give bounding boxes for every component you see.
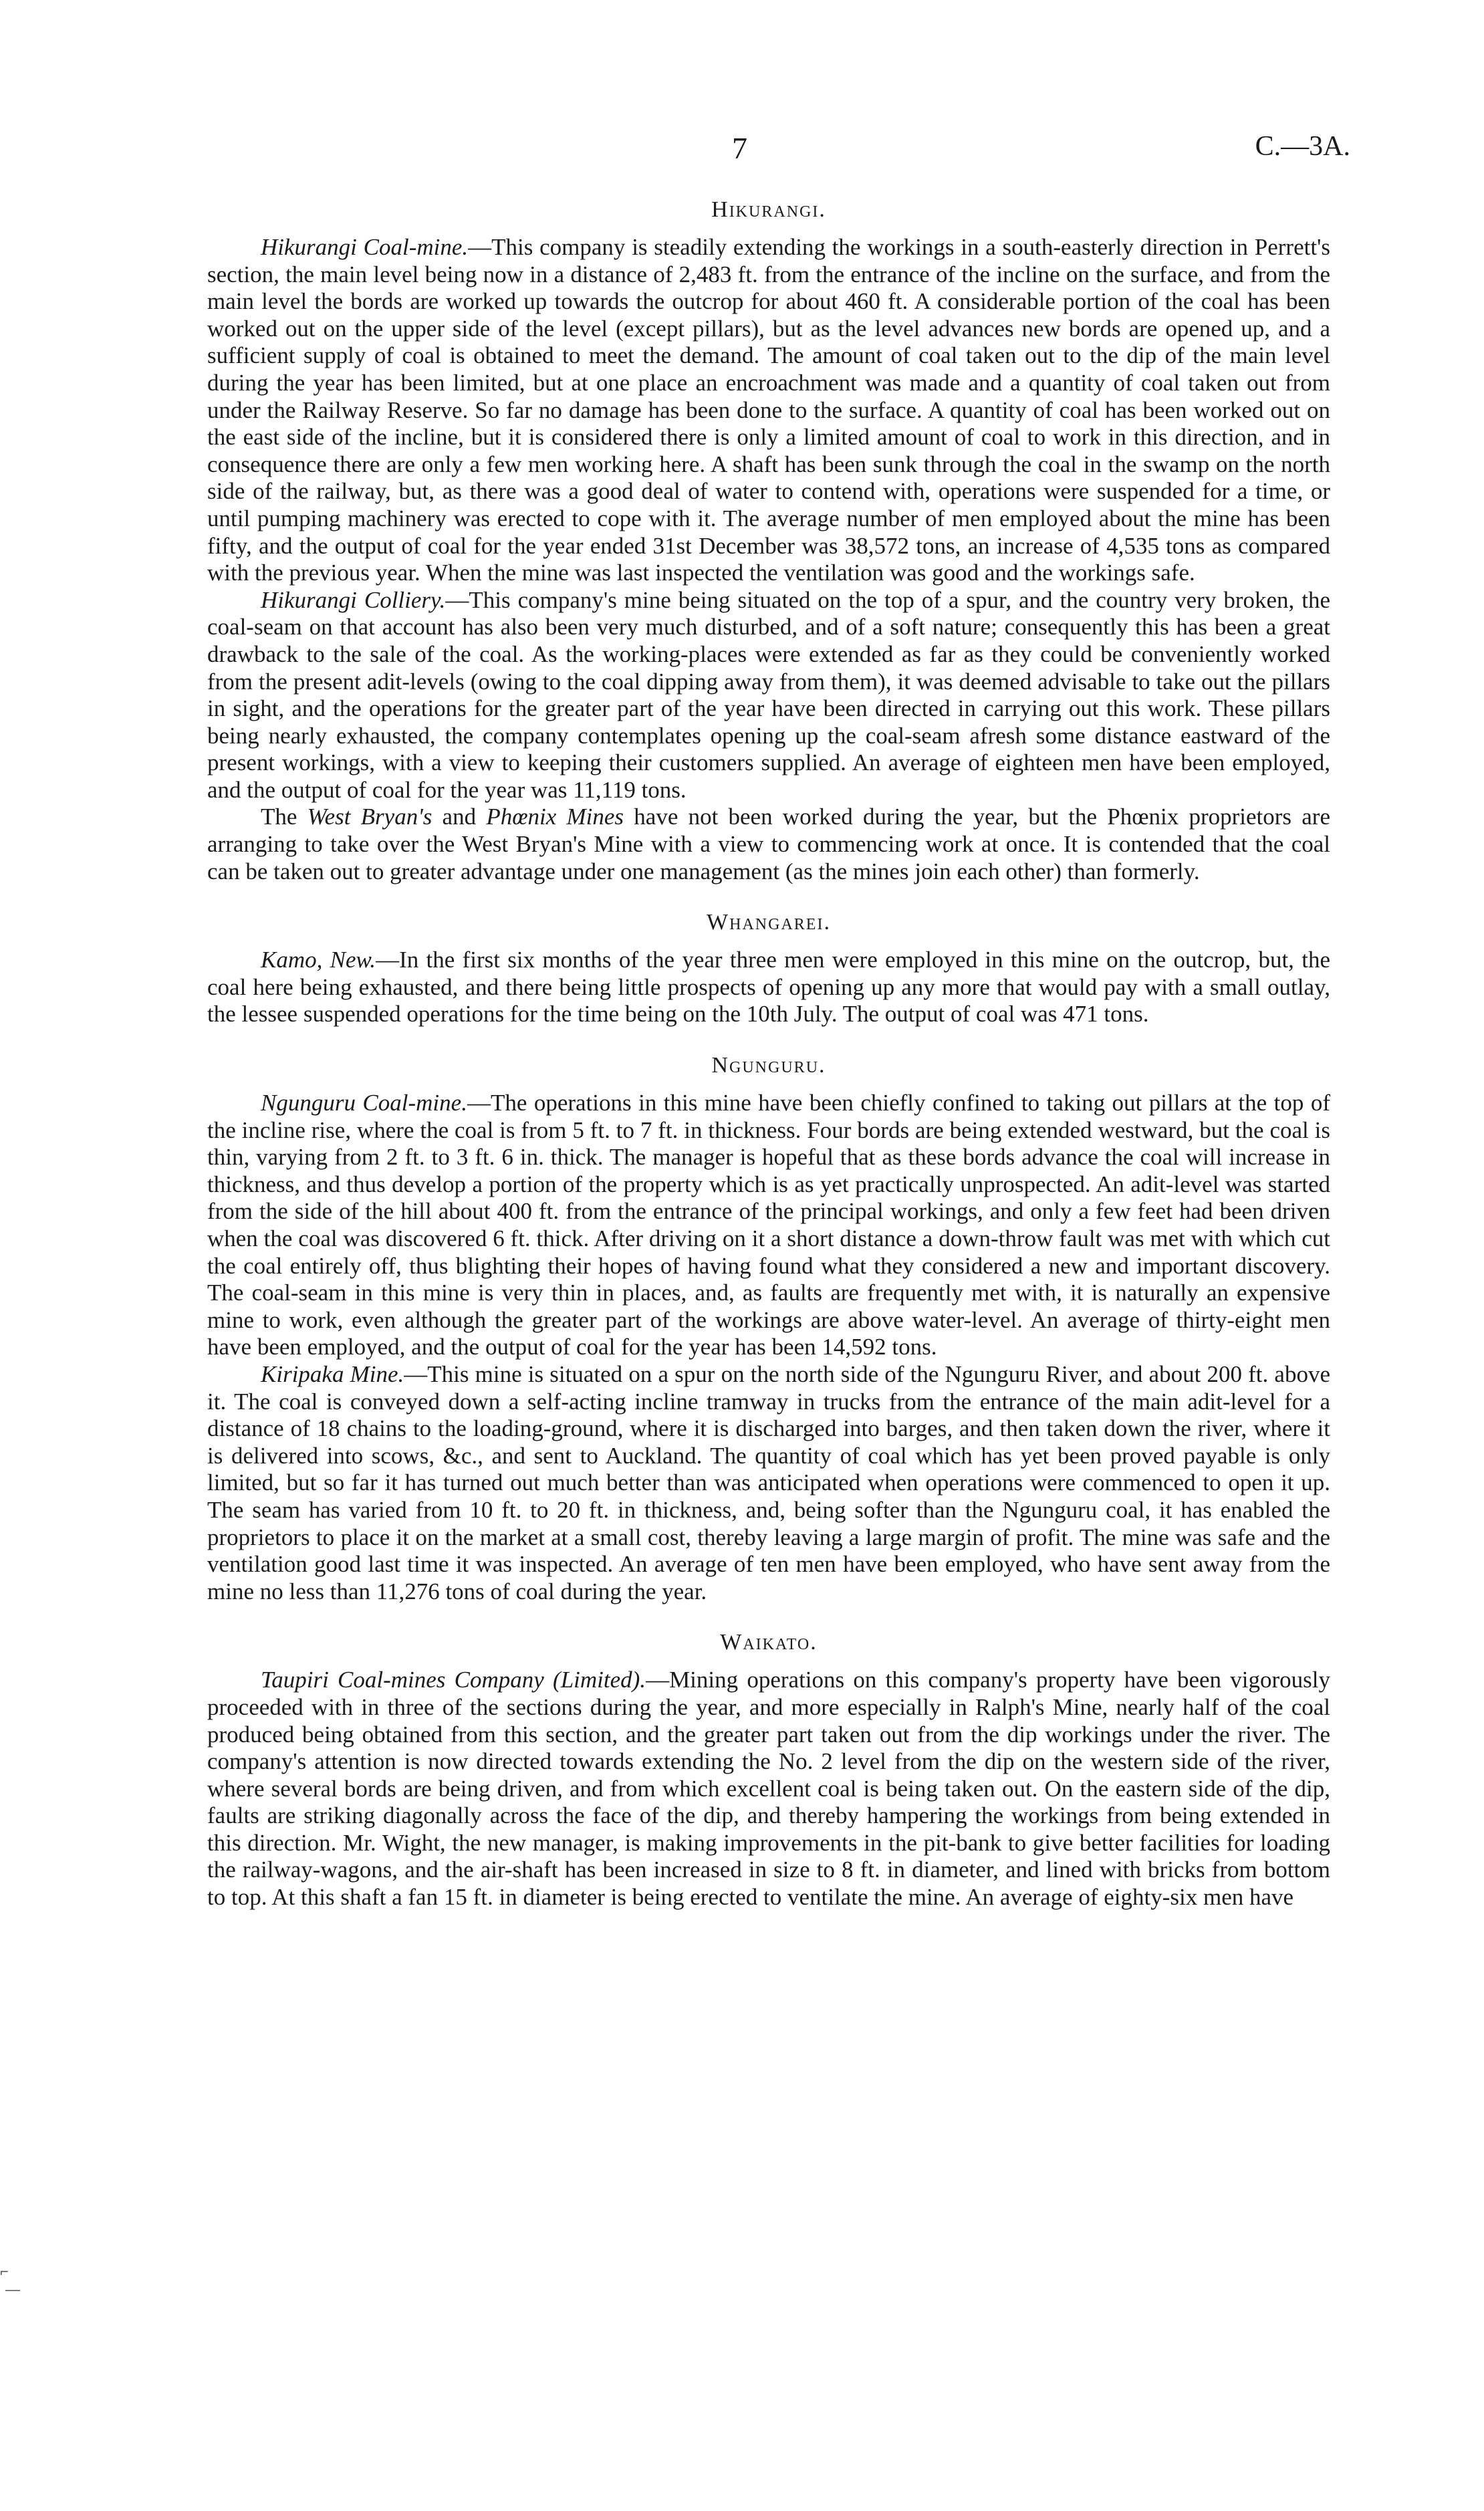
paragraph-ngunguru-coal-mine <box>207 1090 1330 1361</box>
paragraph-taupiri-coal-mines <box>207 1667 1330 1911</box>
paragraph-text: —The operations in this mine have been chiefly confined to taking out pillars at the top of the incline rise, where the coal is from 5 ft. to 7 ft. in thickness. Four bords are being extended westward, but the coal is thin, varying from 2 ft. to 3 ft. 6 in. thick. The manager is hopeful that as these bords advance the coal will increase in thickness, and thus develop a portion of the property which is as yet practically unprospected. An adit-level was started from the side of the hill about 400 ft. from the entrance of the principal workings, and only a few feet had been driven when the coal was discovered 6 ft. thick. After driving on it a short distance a down-throw fault was met with which cut the coal entirely off, thus blighting their hopes of having found what they considered a new and important discovery. The coal-seam in this mine is very thin in places, and, as faults are frequently met with, it is naturally an expensive mine to work, even although the greater part of the workings are above water-level. An average of thirty-eight men have been employed, and the output of coal for the year has been 14,592 tons. <box>207 1090 1330 1360</box>
paragraph-lead: Kamo, New. <box>261 947 376 973</box>
paragraph-text: —Mining operations on this company's property have been vigorously proceeded with in three of the sections during the year, and more especially in Ralph's Mine, nearly half of the coal produced being obtained from this section, and the greater part taken out from the dip workings under the river. The company's attention is now directed towards extending the No. 2 level from the dip on the western side of the river, where several bords are being driven, and from which excellent coal is being taken out. On the eastern side of the dip, faults are striking diagonally across the face of the dip, and thereby hampering the workings from being extended in this direction. Mr. Wight, the new manager, is making improvements in the pit-bank to give better facilities for loading the railway-wagons, and the air-shaft has been increased in size to 8 ft. in diameter, and lined with bricks from bottom to top. At this shaft a fan 15 ft. in diameter is being erected to ventilate the mine. An average of eighty-six men have <box>207 1667 1330 1911</box>
section-heading-whangarei: Whangarei. <box>707 910 831 935</box>
page-body <box>207 195 1330 1911</box>
paragraph-text: have not been worked during the year, but the Phœnix proprietors are arranging to take over the West Bryan's Mine with a view to commencing work at once. It is contended that the coal can be taken out to greater advantage under one management (as the mines join each other) than formerly. <box>207 804 1330 884</box>
margin-mark: — <box>5 2281 20 2298</box>
paragraph-lead: Phœnix Mines <box>486 804 624 830</box>
paragraph-lead: Ngunguru Coal-mine. <box>261 1090 467 1116</box>
section-heading-waikato: Waikato. <box>720 1630 818 1655</box>
page-number: 7 <box>732 131 747 165</box>
section-heading-ngunguru: Ngunguru. <box>711 1053 826 1078</box>
paragraph-lead: Hikurangi Colliery. <box>261 586 446 613</box>
paragraph-text: —This company is steadily extending the workings in a south-easterly direction in Perrett's section, the main level being now in a distance of 2,483 ft. from the entrance of the incline on the surface, and from the main level the bords are worked up towards the outcrop for about 460 ft. A considerable portion of the coal has been worked out on the upper side of the level (except pillars), but as the level advances new bords are opened up, and a sufficient supply of coal is obtained to meet the demand. The amount of coal taken out to the dip of the main level during the year has been limited, but at one place an encroachment was made and a quantity of coal taken out from under the Railway Reserve. So far no damage has been done to the surface. A quantity of coal has been worked out on the east side of the incline, but it is considered there is only a limited amount of coal to work in this direction, and in consequence there are only a few men working here. A shaft has been sunk through the coal in the swamp on the north side of the railway, but, as there was a good deal of water to contend with, operations were suspended for a time, or until pumping machinery was erected to cope with it. The average number of men employed about the mine has been fifty, and the output of coal for the year ended 31st December was 38,572 tons, an increase of 4,535 tons as compared with the previous year. When the mine was last inspected the ventilation was good and the workings safe. <box>207 234 1330 586</box>
paragraph-lead: Hikurangi Coal-mine. <box>261 234 469 260</box>
paragraph-lead: Taupiri Coal-mines Company (Limited). <box>261 1667 646 1693</box>
paragraph-text: —This mine is situated on a spur on the north side of the Ngunguru River, and about 200 ft. above it. The coal is conveyed down a self-acting incline tramway in trucks from the entrance of the main adit-level for a distance of 18 chains to the loading-ground, where it is discharged into barges, and then taken down the river, where it is delivered into scows, &c., and sent to Auckland. The quantity of coal which has yet been proved payable is only limited, but so far it has turned out much better than was anticipated when operations were commenced to open it up. The seam has varied from 10 ft. to 20 ft. in thickness, and, being softer than the Ngunguru coal, it has enabled the proprietors to place it on the market at a small cost, thereby leaving a large margin of profit. The mine was safe and the ventilation good last time it was inspected. An average of ten men have been employed, who have sent away from the mine no less than 11,276 tons of coal during the year. <box>207 1360 1330 1604</box>
section-heading-hikurangi: Hikurangi. <box>711 197 826 222</box>
paragraph-lead: West Bryan's <box>307 804 432 830</box>
paragraph-hikurangi-colliery <box>207 587 1330 804</box>
paragraph-text: The <box>261 804 307 830</box>
paragraph-west-bryans-phoenix <box>207 804 1330 885</box>
page-header <box>0 130 1484 177</box>
document-reference: C.—3A. <box>1255 131 1350 162</box>
paragraph-text: and <box>432 804 487 830</box>
paragraph-text: —This company's mine being situated on the top of a spur, and the country very broken, the coal-seam on that account has also been very much disturbed, and of a soft nature; consequently this has been a great drawback to the sale of the coal. As the working-places were extended as far as they could be conveniently worked from the present adit-levels (owing to the coal dipping away from them), it was deemed advisable to take out the pillars in sight, and the operations for the greater part of the year have been directed in carrying out this work. These pillars being nearly exhausted, the company contemplates opening up the coal-seam afresh some distance eastward of the present workings, with a view to keeping their customers supplied. An average of eighteen men have been employed, and the output of coal for the year was 11,119 tons. <box>207 586 1330 803</box>
paragraph-text: —In the first six months of the year three men were employed in this mine on the outcrop, but, the coal here being exhausted, and there being little prospects of opening up any more that would pay with a small outlay, the lessee suspended operations for the time being on the 10th July. The output of coal was 471 tons. <box>207 947 1330 1028</box>
paragraph-hikurangi-coal-mine <box>207 234 1330 587</box>
paragraph-kiripaka-mine <box>207 1361 1330 1605</box>
paragraph-lead: Kiripaka Mine. <box>261 1360 404 1387</box>
paragraph-kamo-new <box>207 947 1330 1028</box>
margin-mark: ⌐ <box>0 2263 9 2280</box>
